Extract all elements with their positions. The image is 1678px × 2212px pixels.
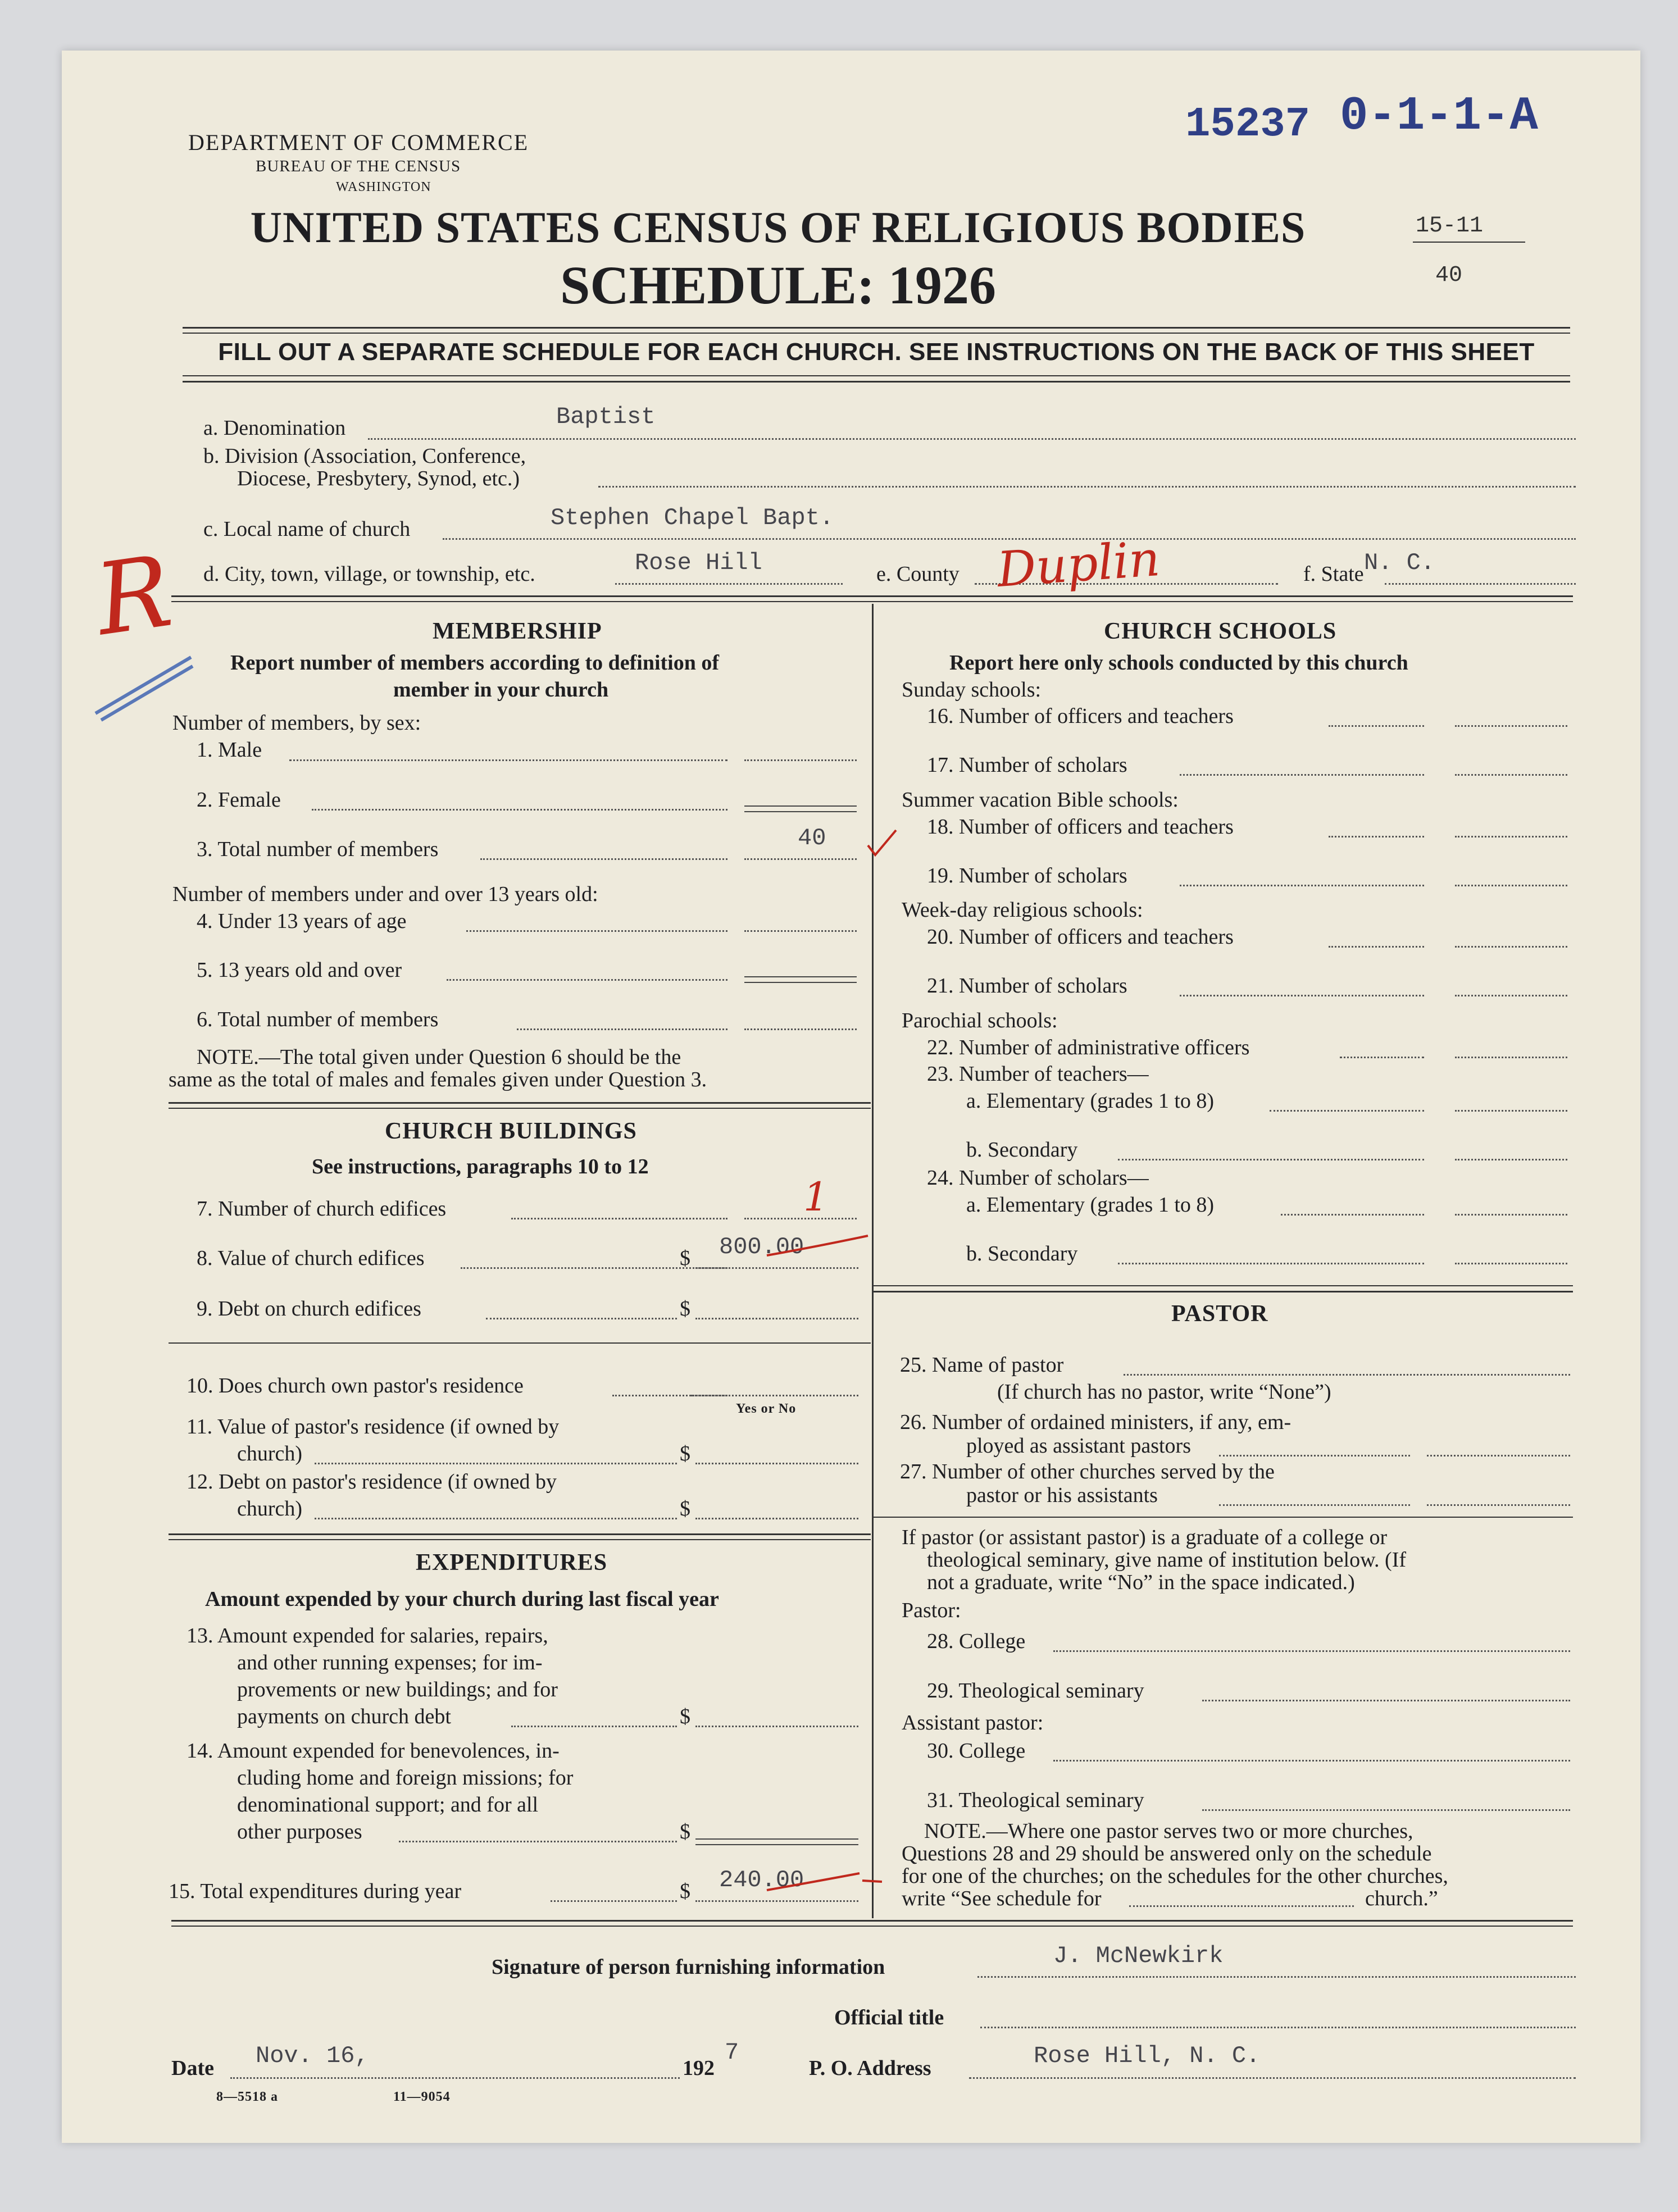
division-label: b. Division (Association, Conference, [203, 444, 526, 468]
q29-answer-line[interactable] [1202, 1700, 1570, 1701]
rule [169, 1102, 871, 1104]
q15-value[interactable]: 240.00 [719, 1867, 804, 1894]
q14-answer-line[interactable] [695, 1838, 858, 1840]
pastor-note-3: for one of the churches; on the schedules for the other churches, [902, 1864, 1448, 1888]
q18-answer-line[interactable] [1455, 836, 1567, 838]
q20-dots [1329, 946, 1424, 948]
red-underline-mark [764, 1230, 871, 1264]
q15-dots [551, 1900, 677, 1902]
date-label: Date [171, 2056, 214, 2080]
expenditures-heading: EXPENDITURES [416, 1550, 608, 1576]
rule [171, 1926, 1573, 1927]
schools-sub: Report here only schools conducted by this church [949, 651, 1408, 675]
state-line [1385, 583, 1576, 585]
dollar-sign: $ [680, 1297, 690, 1321]
q2-dots [312, 809, 727, 811]
q18-label: 18. Number of officers and teachers [927, 815, 1234, 839]
q11-answer-line[interactable] [695, 1463, 858, 1464]
q11-label-2: church) [237, 1442, 303, 1465]
q3-label: 3. Total number of members [197, 838, 439, 861]
q26-label: 26. Number of ordained ministers, if any, em- [900, 1410, 1292, 1434]
denomination-label: a. Denomination [203, 416, 346, 440]
q14-dots [399, 1841, 677, 1842]
year-digit[interactable]: 7 [725, 2039, 739, 2066]
bureau-label: BUREAU OF THE CENSUS [256, 157, 461, 175]
q25-label: 25. Name of pastor [900, 1353, 1064, 1377]
rule [171, 595, 1573, 597]
city-field-label: d. City, town, village, or township, etc. [203, 562, 535, 586]
q15-label: 15. Total expenditures during year [169, 1879, 462, 1903]
rule [183, 327, 1570, 329]
form-number: 8—5518 a [216, 2090, 278, 2104]
q28-label: 28. College [927, 1630, 1026, 1653]
q9-answer-line[interactable] [695, 1318, 858, 1319]
denomination-line [368, 438, 1576, 440]
stamp-code: 0-1-1-A [1340, 90, 1538, 143]
q26-answer-line[interactable] [1427, 1455, 1570, 1457]
membership-sub-1: Report number of members according to definition of [230, 651, 720, 675]
date-value[interactable]: Nov. 16, [256, 2042, 369, 2069]
form-title-block [62, 202, 1455, 253]
q11-label: 11. Value of pastor's residence (if owned by [187, 1415, 560, 1439]
graduate-note-1: If pastor (or assistant pastor) is a graduate of a college or [902, 1526, 1388, 1549]
official-title-line[interactable] [980, 2027, 1576, 2028]
q7-dots [511, 1218, 727, 1219]
q23b-label: b. Secondary [966, 1138, 1078, 1162]
q6-dots [517, 1028, 727, 1030]
q13-line-1: 13. Amount expended for salaries, repairs, [187, 1624, 548, 1647]
q13-dots [511, 1726, 677, 1727]
q13-answer-line[interactable] [695, 1726, 858, 1727]
q27-answer-line[interactable] [1427, 1504, 1570, 1506]
rule [183, 333, 1570, 334]
graduate-note-3: not a graduate, write “No” in the space indicated.) [927, 1571, 1355, 1594]
q19-answer-line[interactable] [1455, 885, 1567, 886]
q3-value[interactable]: 40 [798, 825, 826, 852]
division-label-2: Diocese, Presbytery, Synod, etc.) [237, 467, 520, 490]
rule [169, 1342, 871, 1344]
local-name-value[interactable]: Stephen Chapel Bapt. [551, 504, 834, 531]
dollar-sign: $ [680, 1442, 690, 1465]
q5-dots [447, 979, 727, 981]
q22-label: 22. Number of administrative officers [927, 1036, 1250, 1059]
q21-answer-line[interactable] [1455, 995, 1567, 996]
q21-label: 21. Number of scholars [927, 974, 1127, 998]
state-value[interactable]: N. C. [1364, 549, 1435, 576]
column-divider [872, 604, 874, 1918]
sunday-schools: Sunday schools: [902, 678, 1042, 702]
q3-dots [480, 858, 727, 860]
q24a-answer-line[interactable] [1455, 1214, 1567, 1216]
members-by-age: Number of members under and over 13 years old: [172, 882, 598, 906]
q2-answer-line[interactable] [744, 805, 857, 807]
rule [874, 1291, 1573, 1292]
q19-dots [1180, 885, 1424, 886]
q2-answer-line-2 [744, 811, 857, 812]
q30-answer-line[interactable] [1053, 1760, 1570, 1762]
rule [169, 1539, 871, 1540]
q13-line-2: and other running expenses; for im- [237, 1651, 543, 1674]
membership-sub-2: member in your church [393, 678, 609, 702]
denomination-value[interactable]: Baptist [556, 403, 656, 430]
q24a-label: a. Elementary (grades 1 to 8) [966, 1193, 1215, 1217]
q16-label: 16. Number of officers and teachers [927, 704, 1234, 728]
q2-label: 2. Female [197, 788, 281, 812]
q3-answer-line [744, 858, 857, 860]
q17-label: 17. Number of scholars [927, 753, 1127, 777]
q10-label: 10. Does church own pastor's residence [187, 1374, 524, 1398]
code-bottom: 40 [1435, 263, 1463, 288]
rule [169, 1533, 871, 1535]
q14-line-4: other purposes [237, 1820, 362, 1844]
dollar-sign: $ [680, 1879, 690, 1903]
q30-label: 30. College [927, 1739, 1026, 1763]
q9-dots [486, 1318, 677, 1319]
pastor-note-4: write “See schedule for [902, 1887, 1102, 1910]
membership-note-1: NOTE.—The total given under Question 6 should be the [197, 1045, 681, 1069]
rule [183, 381, 1570, 383]
q10-answer-line[interactable] [691, 1395, 858, 1396]
pastor-note-4b: church.” [1365, 1887, 1438, 1910]
q24-label: 24. Number of scholars— [927, 1166, 1149, 1190]
rule [874, 1517, 1573, 1518]
q5-label: 5. 13 years old and over [197, 958, 402, 982]
q29-label: 29. Theological seminary [927, 1679, 1144, 1703]
q17-dots [1180, 774, 1424, 776]
red-underline-mark [764, 1865, 888, 1899]
official-title-label: Official title [834, 2006, 944, 2029]
q4-answer-line[interactable] [744, 930, 857, 932]
membership-note-2: same as the total of males and females given under Question 3. [169, 1068, 707, 1091]
q24b-label: b. Secondary [966, 1242, 1078, 1266]
local-name-label: c. Local name of church [203, 517, 411, 541]
q22-answer-line[interactable] [1455, 1057, 1567, 1058]
q16-dots [1329, 725, 1424, 727]
expenditures-sub: Amount expended by your church during last fiscal year [205, 1587, 719, 1611]
assistant-pastor-label: Assistant pastor: [902, 1711, 1044, 1735]
q1-label: 1. Male [197, 738, 262, 762]
q24b-answer-line[interactable] [1455, 1263, 1567, 1264]
rule [171, 1920, 1573, 1922]
pastor-label: Pastor: [902, 1599, 961, 1622]
pastor-note-2: Questions 28 and 29 should be answered only on the schedule [902, 1842, 1432, 1865]
q27-label: 27. Number of other churches served by the [900, 1460, 1275, 1483]
weekday-schools: Week-day religious schools: [902, 898, 1143, 922]
margin-mark: R [89, 534, 179, 658]
members-by-sex: Number of members, by sex: [172, 711, 421, 735]
schools-heading: CHURCH SCHOOLS [1104, 618, 1337, 644]
state-label: f. State [1303, 562, 1364, 586]
rule [874, 1285, 1573, 1286]
q26-label-2: ployed as assistant pastors [966, 1434, 1192, 1458]
q12-answer-line[interactable] [695, 1518, 858, 1519]
pastor-note-1: NOTE.—Where one pastor serves two or more churches, [924, 1819, 1413, 1843]
year-prefix: 192 [683, 2056, 715, 2080]
form-title: UNITED STATES CENSUS OF RELIGIOUS BODIES [250, 203, 1306, 252]
q23a-label: a. Elementary (grades 1 to 8) [966, 1089, 1215, 1113]
q20-answer-line[interactable] [1455, 946, 1567, 948]
q4-label: 4. Under 13 years of age [197, 909, 407, 933]
q12-label-2: church) [237, 1497, 303, 1521]
department-label: DEPARTMENT OF COMMERCE [188, 130, 529, 155]
q6-answer-line[interactable] [744, 1028, 857, 1030]
parochial-schools: Parochial schools: [902, 1009, 1058, 1032]
q23b-dots [1118, 1159, 1424, 1160]
pastor-heading: PASTOR [1171, 1301, 1268, 1327]
city-label: WASHINGTON [336, 180, 431, 194]
division-line [598, 486, 1576, 488]
q31-answer-line[interactable] [1202, 1809, 1570, 1811]
city-line [615, 583, 843, 585]
q7-answer-line [744, 1218, 857, 1219]
q23-label: 23. Number of teachers— [927, 1062, 1149, 1086]
q21-dots [1180, 995, 1424, 996]
q9-label: 9. Debt on church edifices [197, 1297, 421, 1321]
rule [183, 375, 1570, 376]
local-name-line [443, 538, 1576, 540]
dollar-sign: $ [680, 1820, 690, 1844]
q17-answer-line[interactable] [1455, 774, 1567, 776]
q8-label: 8. Value of church edifices [197, 1246, 425, 1270]
q5-answer-line-2 [744, 982, 857, 983]
q28-answer-line[interactable] [1053, 1650, 1570, 1652]
q14-line-3: denominational support; and for all [237, 1793, 539, 1817]
yes-no-hint: Yes or No [736, 1401, 797, 1416]
q12-dots [315, 1518, 677, 1519]
signature-value[interactable]: J. McNewkirk [1053, 1942, 1224, 1969]
signature-label: Signature of person furnishing information [492, 1955, 885, 1979]
signature-line [977, 1976, 1576, 1978]
q23b-answer-line[interactable] [1455, 1159, 1567, 1160]
schedule-title: SCHEDULE: 1926 [560, 255, 997, 315]
q22-dots [1340, 1057, 1424, 1058]
dollar-sign: $ [680, 1705, 690, 1728]
q8-answer-line [695, 1267, 858, 1269]
code-divider [1413, 242, 1525, 243]
q26-dots [1219, 1455, 1410, 1457]
q27-dots [1219, 1504, 1410, 1506]
code-top: 15-11 [1416, 213, 1484, 239]
q25-answer-line[interactable] [1124, 1374, 1570, 1376]
q5-answer-line[interactable] [744, 976, 857, 977]
rule [169, 1108, 871, 1109]
date-line [230, 2077, 680, 2079]
q19-label: 19. Number of scholars [927, 864, 1127, 887]
summer-schools: Summer vacation Bible schools: [902, 788, 1179, 812]
dollar-sign: $ [680, 1246, 690, 1270]
q7-value[interactable]: 1 [803, 1174, 829, 1220]
county-value[interactable]: Duplin [995, 531, 1162, 598]
dollar-sign: $ [680, 1497, 690, 1521]
q11-dots [315, 1463, 677, 1464]
q23a-dots [1270, 1110, 1424, 1112]
graduate-note-2: theological seminary, give name of institution below. (If [927, 1548, 1407, 1572]
instruction-line: FILL OUT A SEPARATE SCHEDULE FOR EACH CHURCH. SEE INSTRUCTIONS ON THE BACK OF THIS SHEET [218, 338, 1535, 366]
county-label: e. County [876, 562, 959, 586]
q14-line-1: 14. Amount expended for benevolences, in- [187, 1739, 560, 1763]
po-address-line [969, 2077, 1576, 2079]
q14-line-2: cluding home and foreign missions; for [237, 1766, 574, 1790]
q13-line-4: payments on church debt [237, 1705, 451, 1728]
q7-label: 7. Number of church edifices [197, 1197, 447, 1221]
rule [171, 601, 1573, 602]
q16-answer-line[interactable] [1455, 725, 1567, 727]
city-value[interactable]: Rose Hill [635, 549, 762, 576]
q31-label: 31. Theological seminary [927, 1788, 1144, 1812]
q14-answer-line-2 [695, 1844, 858, 1845]
q18-dots [1329, 836, 1424, 838]
q12-label: 12. Debt on pastor's residence (if owned by [187, 1470, 557, 1494]
see-schedule-line[interactable] [1129, 1905, 1354, 1907]
po-address-label: P. O. Address [809, 2056, 931, 2080]
q27-label-2: pastor or his assistants [966, 1483, 1158, 1507]
q6-label: 6. Total number of members [197, 1008, 439, 1031]
buildings-heading: CHURCH BUILDINGS [385, 1118, 637, 1144]
membership-heading: MEMBERSHIP [433, 618, 602, 644]
po-address-value[interactable]: Rose Hill, N. C. [1034, 2042, 1261, 2069]
q4-dots [466, 930, 727, 932]
red-check-mark [865, 826, 899, 859]
stamp-number: 15237 [1185, 101, 1311, 148]
buildings-sub: See instructions, paragraphs 10 to 12 [312, 1155, 649, 1178]
q13-line-3: provements or new buildings; and for [237, 1678, 558, 1701]
q1-answer-line[interactable] [744, 759, 857, 761]
q25-note: (If church has no pastor, write “None”) [997, 1380, 1331, 1404]
schedule-title-block [62, 254, 1455, 316]
print-number: 11—9054 [393, 2090, 451, 2104]
q8-value[interactable]: 800.00 [719, 1234, 804, 1260]
q1-dots [289, 759, 727, 761]
q15-answer-line [695, 1900, 858, 1902]
q24b-dots [1118, 1263, 1424, 1264]
q23a-answer-line[interactable] [1455, 1110, 1567, 1112]
q24a-dots [1281, 1214, 1424, 1216]
q20-label: 20. Number of officers and teachers [927, 925, 1234, 949]
census-schedule-sheet [62, 51, 1640, 2143]
